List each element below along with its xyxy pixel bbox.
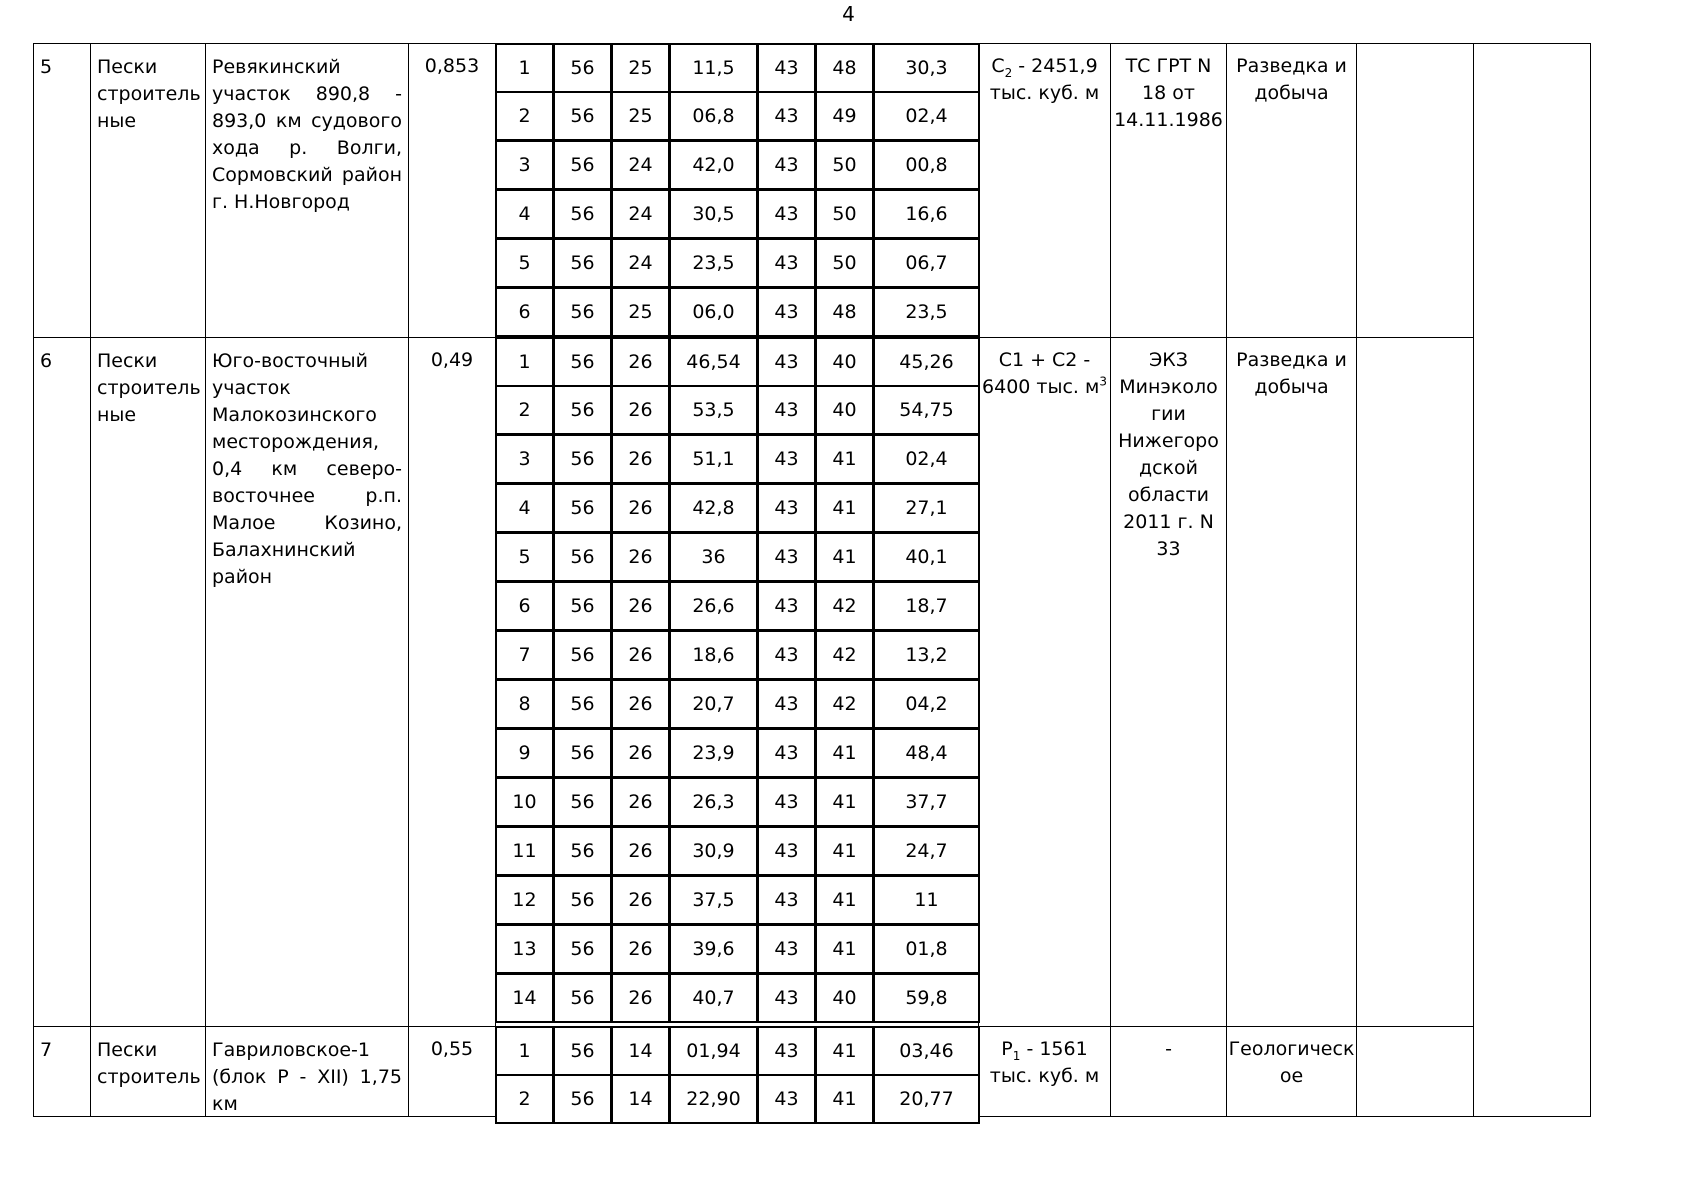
lon-seconds: 48,4 [873,728,980,778]
lon-minutes: 48 [815,287,874,337]
lon-minutes: 41 [815,875,874,925]
lon-degrees: 43 [757,1074,816,1124]
lat-degrees: 56 [553,1026,612,1076]
lon-seconds: 54,75 [873,385,980,435]
lon-seconds: 23,5 [873,287,980,337]
lon-seconds: 01,8 [873,924,980,974]
lon-seconds: 40,1 [873,532,980,582]
lon-seconds: 06,7 [873,238,980,288]
lon-minutes: 42 [815,630,874,680]
site-location: Гавриловское-1 (блок P - XII) 1,75 км [205,1026,409,1117]
lon-minutes: 41 [815,777,874,827]
site-location: Ревякинский участок 890,8 - 893,0 км судового хода р. Волги, Сормовский район г. Н.Новгород [205,43,409,338]
lat-seconds: 26,3 [669,777,758,827]
lon-minutes: 50 [815,189,874,239]
lon-degrees: 43 [757,238,816,288]
lon-degrees: 43 [757,140,816,190]
lat-minutes: 26 [611,973,670,1023]
lat-minutes: 26 [611,679,670,729]
lon-minutes: 40 [815,973,874,1023]
point-number: 14 [495,973,554,1023]
lon-minutes: 41 [815,1026,874,1076]
lon-degrees: 43 [757,973,816,1023]
reserves-category: C [991,55,1005,77]
lon-minutes: 41 [815,1074,874,1124]
lon-seconds: 00,8 [873,140,980,190]
lon-degrees: 43 [757,679,816,729]
lon-seconds: 11 [873,875,980,925]
lat-degrees: 56 [553,385,612,435]
lon-degrees: 43 [757,287,816,337]
point-number: 4 [495,189,554,239]
lon-degrees: 43 [757,189,816,239]
lon-degrees: 43 [757,777,816,827]
approval-doc: ЭКЗ Минэколо гии Нижегоро дской области 2011 г. N 33 [1110,337,1227,1027]
point-number: 10 [495,777,554,827]
lon-degrees: 43 [757,581,816,631]
lon-degrees: 43 [757,434,816,484]
lon-minutes: 40 [815,385,874,435]
row-number: 7 [33,1026,91,1117]
lon-degrees: 43 [757,43,816,93]
reserves-subscript: 1 [1012,1048,1021,1063]
lon-degrees: 43 [757,91,816,141]
site-location: Юго-восточный участок Малокозинского месторождения, 0,4 км северо-восточнее р.п. Малое Козино, Балахнинский район [205,337,409,1027]
reserves-amount: - 1561 тыс. куб. м [989,1038,1100,1087]
lat-seconds: 20,7 [669,679,758,729]
lon-seconds: 24,7 [873,826,980,876]
empty-cell [1473,43,1591,1117]
point-number: 3 [495,434,554,484]
point-number: 6 [495,581,554,631]
lon-degrees: 43 [757,337,816,387]
lon-degrees: 43 [757,924,816,974]
lon-degrees: 43 [757,1026,816,1076]
lon-minutes: 50 [815,140,874,190]
point-number: 2 [495,1074,554,1124]
lon-seconds: 03,46 [873,1026,980,1076]
lat-seconds: 46,54 [669,337,758,387]
lat-minutes: 26 [611,434,670,484]
row-number: 6 [33,337,91,1027]
lat-degrees: 56 [553,337,612,387]
point-number: 7 [495,630,554,680]
mineral-type: Пески строитель ные [90,43,206,338]
license-purpose: Разведка и добыча [1226,43,1357,338]
lat-degrees: 56 [553,189,612,239]
point-number: 11 [495,826,554,876]
lon-degrees: 43 [757,385,816,435]
lat-minutes: 26 [611,532,670,582]
lon-minutes: 40 [815,337,874,387]
lat-degrees: 56 [553,581,612,631]
reserves-subscript: 2 [1004,65,1013,80]
empty-cell [1356,337,1474,1027]
lat-degrees: 56 [553,875,612,925]
lat-seconds: 42,0 [669,140,758,190]
lon-seconds: 02,4 [873,91,980,141]
lat-minutes: 24 [611,140,670,190]
lon-degrees: 43 [757,630,816,680]
lat-minutes: 26 [611,924,670,974]
lat-degrees: 56 [553,630,612,680]
lon-minutes: 41 [815,728,874,778]
point-number: 1 [495,337,554,387]
lat-seconds: 23,9 [669,728,758,778]
lon-minutes: 48 [815,43,874,93]
license-purpose: Разведка и добыча [1226,337,1357,1027]
lon-seconds: 18,7 [873,581,980,631]
lat-degrees: 56 [553,679,612,729]
reserves [978,43,1111,338]
point-number: 6 [495,287,554,337]
lat-degrees: 56 [553,91,612,141]
point-number: 1 [495,1026,554,1076]
lon-minutes: 41 [815,532,874,582]
lon-minutes: 50 [815,238,874,288]
reserves-text: C1 + C2 - 6400 тыс. м [982,349,1100,398]
lat-minutes: 24 [611,189,670,239]
lat-seconds: 42,8 [669,483,758,533]
lon-minutes: 41 [815,434,874,484]
empty-cell [1356,43,1474,338]
point-number: 4 [495,483,554,533]
lon-minutes: 42 [815,679,874,729]
lon-seconds: 59,8 [873,973,980,1023]
lon-minutes: 42 [815,581,874,631]
lat-degrees: 56 [553,532,612,582]
lat-degrees: 56 [553,140,612,190]
lat-seconds: 39,6 [669,924,758,974]
lat-minutes: 26 [611,337,670,387]
lon-minutes: 49 [815,91,874,141]
lat-degrees: 56 [553,434,612,484]
lon-degrees: 43 [757,728,816,778]
lat-minutes: 26 [611,581,670,631]
lat-seconds: 40,7 [669,973,758,1023]
lon-minutes: 41 [815,826,874,876]
lon-seconds: 45,26 [873,337,980,387]
lat-seconds: 30,9 [669,826,758,876]
lat-seconds: 30,5 [669,189,758,239]
lon-seconds: 37,7 [873,777,980,827]
lat-degrees: 56 [553,826,612,876]
lat-minutes: 25 [611,43,670,93]
area-value: 0,853 [408,43,496,338]
lat-seconds: 26,6 [669,581,758,631]
lat-degrees: 56 [553,43,612,93]
lat-minutes: 14 [611,1074,670,1124]
row-number: 5 [33,43,91,338]
point-number: 5 [495,238,554,288]
lon-minutes: 41 [815,483,874,533]
lat-degrees: 56 [553,238,612,288]
lat-minutes: 26 [611,630,670,680]
approval-doc: - [1110,1026,1227,1117]
lat-minutes: 26 [611,826,670,876]
lon-seconds: 27,1 [873,483,980,533]
point-number: 2 [495,91,554,141]
lat-minutes: 26 [611,483,670,533]
reserves [978,1026,1111,1117]
lon-seconds: 20,77 [873,1074,980,1124]
empty-cell [1356,1026,1474,1117]
lat-seconds: 36 [669,532,758,582]
lat-seconds: 06,8 [669,91,758,141]
point-number: 3 [495,140,554,190]
lat-minutes: 25 [611,91,670,141]
lat-seconds: 22,90 [669,1074,758,1124]
lat-minutes: 14 [611,1026,670,1076]
lon-minutes: 41 [815,924,874,974]
lat-minutes: 26 [611,728,670,778]
page-number: 4 [842,2,855,26]
lat-degrees: 56 [553,924,612,974]
reserves-amount: - 2451,9 тыс. куб. м [989,55,1100,104]
point-number: 2 [495,385,554,435]
mineral-type: Пески строитель [90,1026,206,1117]
lat-seconds: 51,1 [669,434,758,484]
lat-seconds: 01,94 [669,1026,758,1076]
lat-degrees: 56 [553,728,612,778]
mineral-type: Пески строитель ные [90,337,206,1027]
point-number: 9 [495,728,554,778]
lat-degrees: 56 [553,1074,612,1124]
lat-degrees: 56 [553,973,612,1023]
lon-degrees: 43 [757,532,816,582]
lon-seconds: 16,6 [873,189,980,239]
lat-minutes: 26 [611,875,670,925]
point-number: 8 [495,679,554,729]
lat-minutes: 25 [611,287,670,337]
lat-seconds: 23,5 [669,238,758,288]
lat-seconds: 53,5 [669,385,758,435]
reserves-category: P [1001,1038,1013,1060]
lat-degrees: 56 [553,777,612,827]
lat-minutes: 24 [611,238,670,288]
lon-seconds: 04,2 [873,679,980,729]
lat-degrees: 56 [553,483,612,533]
license-purpose: Геологическ ое [1226,1026,1357,1117]
lon-degrees: 43 [757,826,816,876]
deposits-table [33,43,1591,1117]
area-value: 0,49 [408,337,496,1027]
point-number: 5 [495,532,554,582]
point-number: 1 [495,43,554,93]
point-number: 12 [495,875,554,925]
reserves [978,337,1111,1027]
lon-degrees: 43 [757,875,816,925]
lon-degrees: 43 [757,483,816,533]
approval-doc: ТС ГРТ N 18 от 14.11.1986 [1110,43,1227,338]
lat-degrees: 56 [553,287,612,337]
lat-seconds: 06,0 [669,287,758,337]
lon-seconds: 02,4 [873,434,980,484]
reserves-superscript: 3 [1099,374,1107,389]
lat-seconds: 11,5 [669,43,758,93]
point-number: 13 [495,924,554,974]
lon-seconds: 13,2 [873,630,980,680]
lat-seconds: 37,5 [669,875,758,925]
area-value: 0,55 [408,1026,496,1117]
lat-seconds: 18,6 [669,630,758,680]
lat-minutes: 26 [611,777,670,827]
lon-seconds: 30,3 [873,43,980,93]
lat-minutes: 26 [611,385,670,435]
